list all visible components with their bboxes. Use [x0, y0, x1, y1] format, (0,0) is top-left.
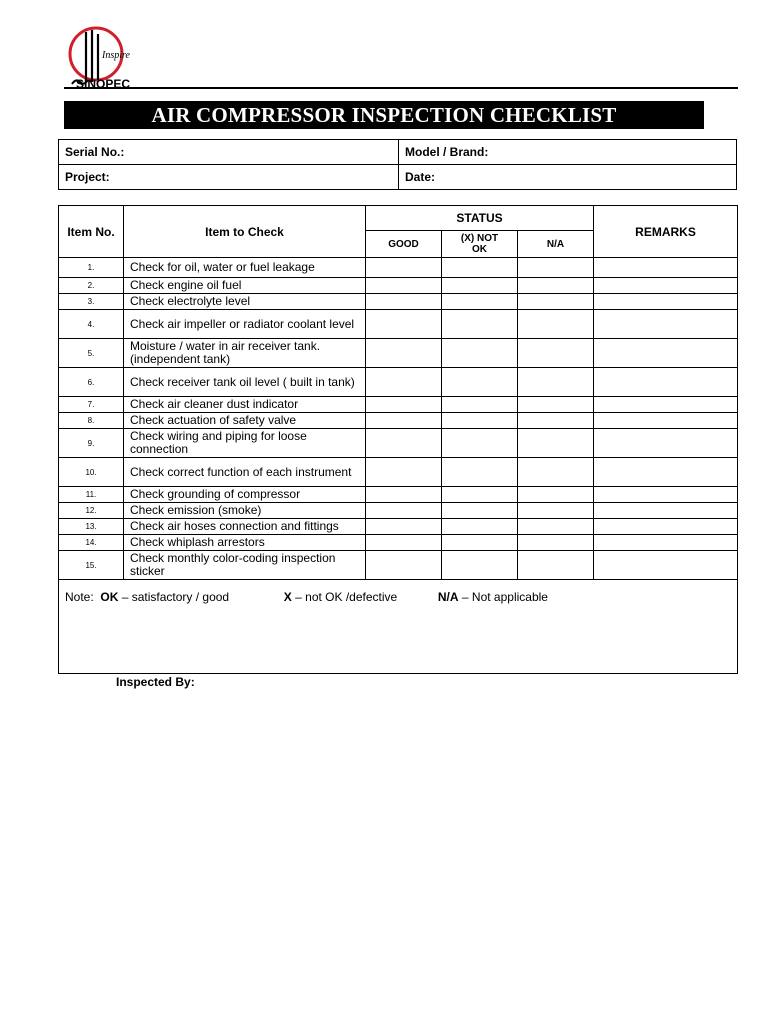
remarks-cell[interactable]	[594, 429, 738, 458]
na-cell[interactable]	[518, 310, 594, 339]
note-row	[59, 580, 738, 674]
good-cell[interactable]	[366, 413, 442, 429]
table-row	[59, 413, 738, 429]
remarks-cell[interactable]	[594, 397, 738, 413]
na-cell[interactable]	[518, 551, 594, 580]
remarks-cell[interactable]	[594, 339, 738, 368]
remarks-cell[interactable]	[594, 487, 738, 503]
na-cell[interactable]	[518, 413, 594, 429]
na-cell[interactable]	[518, 339, 594, 368]
model-field[interactable]: Model / Brand:	[399, 140, 737, 165]
item-number: 9.	[59, 429, 124, 458]
table-row	[59, 487, 738, 503]
project-field[interactable]: Project:	[59, 165, 399, 190]
note-prefix: Note:	[65, 590, 94, 604]
not-ok-cell[interactable]	[442, 413, 518, 429]
item-text: Check air cleaner dust indicator	[124, 397, 366, 413]
sinopec-logo	[64, 22, 144, 92]
item-number: 15.	[59, 551, 124, 580]
table-row	[59, 429, 738, 458]
item-text: Check air impeller or radiator coolant level	[124, 310, 366, 339]
na-cell[interactable]	[518, 397, 594, 413]
not-ok-cell[interactable]	[442, 294, 518, 310]
serial-field[interactable]: Serial No.:	[59, 140, 399, 165]
header-item-no: Item No.	[59, 206, 124, 258]
remarks-cell[interactable]	[594, 519, 738, 535]
header-na: N/A	[518, 231, 594, 258]
item-text: Check correct function of each instrument	[124, 458, 366, 487]
not-ok-cell[interactable]	[442, 258, 518, 278]
header-status: STATUS	[366, 206, 594, 231]
item-text: Check actuation of safety valve	[124, 413, 366, 429]
not-ok-cell[interactable]	[442, 458, 518, 487]
remarks-cell[interactable]	[594, 535, 738, 551]
good-cell[interactable]	[366, 458, 442, 487]
remarks-cell[interactable]	[594, 368, 738, 397]
good-cell[interactable]	[366, 397, 442, 413]
na-cell[interactable]	[518, 278, 594, 294]
checklist-table	[58, 205, 738, 674]
good-cell[interactable]	[366, 368, 442, 397]
remarks-cell[interactable]	[594, 413, 738, 429]
item-number: 3.	[59, 294, 124, 310]
good-cell[interactable]	[366, 429, 442, 458]
na-cell[interactable]	[518, 535, 594, 551]
not-ok-cell[interactable]	[442, 487, 518, 503]
item-number: 2.	[59, 278, 124, 294]
not-ok-cell[interactable]	[442, 397, 518, 413]
good-cell[interactable]	[366, 294, 442, 310]
item-number: 10.	[59, 458, 124, 487]
table-row	[59, 458, 738, 487]
not-ok-cell[interactable]	[442, 368, 518, 397]
item-number: 7.	[59, 397, 124, 413]
item-text: Check engine oil fuel	[124, 278, 366, 294]
item-number: 6.	[59, 368, 124, 397]
item-text: Check grounding of compressor	[124, 487, 366, 503]
not-ok-cell[interactable]	[442, 339, 518, 368]
not-ok-cell[interactable]	[442, 278, 518, 294]
item-number: 8.	[59, 413, 124, 429]
note-box	[59, 580, 738, 674]
note-ok-key: OK	[100, 590, 119, 604]
not-ok-cell[interactable]	[442, 429, 518, 458]
good-cell[interactable]	[366, 487, 442, 503]
table-row	[59, 258, 738, 278]
good-cell[interactable]	[366, 339, 442, 368]
svg-text:SINOPEC: SINOPEC	[76, 77, 131, 91]
remarks-cell[interactable]	[594, 278, 738, 294]
remarks-cell[interactable]	[594, 551, 738, 580]
item-number: 11.	[59, 487, 124, 503]
info-row	[59, 165, 737, 190]
item-number: 12.	[59, 503, 124, 519]
not-ok-cell[interactable]	[442, 519, 518, 535]
item-text: Check electrolyte level	[124, 294, 366, 310]
not-ok-cell[interactable]	[442, 551, 518, 580]
remarks-cell[interactable]	[594, 258, 738, 278]
table-row	[59, 278, 738, 294]
na-cell[interactable]	[518, 368, 594, 397]
na-cell[interactable]	[518, 429, 594, 458]
item-number: 14.	[59, 535, 124, 551]
item-text: Moisture / water in air receiver tank. (independent tank)	[124, 339, 366, 368]
svg-text:Inspire: Inspire	[102, 50, 130, 61]
note-na-key: N/A	[437, 590, 459, 604]
good-cell[interactable]	[366, 258, 442, 278]
good-cell[interactable]	[366, 551, 442, 580]
date-field[interactable]: Date:	[399, 165, 737, 190]
item-text: Check whiplash arrestors	[124, 535, 366, 551]
item-text: Check wiring and piping for loose connection	[124, 429, 366, 458]
item-text: Check receiver tank oil level ( built in tank)	[124, 368, 366, 397]
good-cell[interactable]	[366, 310, 442, 339]
not-ok-cell[interactable]	[442, 310, 518, 339]
not-ok-cell[interactable]	[442, 503, 518, 519]
item-text: Check emission (smoke)	[124, 503, 366, 519]
header-item-to-check: Item to Check	[124, 206, 366, 258]
remarks-cell[interactable]	[594, 458, 738, 487]
na-cell[interactable]	[518, 519, 594, 535]
na-cell[interactable]	[518, 294, 594, 310]
good-cell[interactable]	[366, 519, 442, 535]
item-number: 13.	[59, 519, 124, 535]
good-cell[interactable]	[366, 278, 442, 294]
na-cell[interactable]	[518, 458, 594, 487]
item-number: 4.	[59, 310, 124, 339]
header-remarks: REMARKS	[594, 206, 738, 258]
info-row	[59, 140, 737, 165]
header-rule	[64, 87, 738, 89]
table-row	[59, 551, 738, 580]
good-cell[interactable]	[366, 503, 442, 519]
inspected-by-label: Inspected By:	[116, 675, 195, 689]
item-number: 1.	[59, 258, 124, 278]
table-row	[59, 310, 738, 339]
item-text: Check monthly color-coding inspection sticker	[124, 551, 366, 580]
na-cell[interactable]	[518, 487, 594, 503]
note-x-key: X	[283, 590, 292, 604]
na-cell[interactable]	[518, 503, 594, 519]
table-row	[59, 519, 738, 535]
header-good: GOOD	[366, 231, 442, 258]
remarks-cell[interactable]	[594, 294, 738, 310]
table-row	[59, 368, 738, 397]
page-title: AIR COMPRESSOR INSPECTION CHECKLIST	[64, 101, 704, 129]
item-text: Check air hoses connection and fittings	[124, 519, 366, 535]
item-text: Check for oil, water or fuel leakage	[124, 258, 366, 278]
header-not-ok: (X) NOT OK	[442, 231, 518, 258]
table-row	[59, 535, 738, 551]
note-x-text: – not OK /defective	[295, 590, 398, 604]
info-table	[58, 139, 737, 190]
item-number: 5.	[59, 339, 124, 368]
table-row	[59, 294, 738, 310]
table-row	[59, 503, 738, 519]
table-row	[59, 397, 738, 413]
good-cell[interactable]	[366, 535, 442, 551]
note-ok-text: – satisfactory / good	[121, 590, 230, 604]
na-cell[interactable]	[518, 258, 594, 278]
table-row	[59, 339, 738, 368]
not-ok-cell[interactable]	[442, 535, 518, 551]
note-na-text: – Not applicable	[461, 590, 548, 604]
remarks-cell[interactable]	[594, 310, 738, 339]
remarks-cell[interactable]	[594, 503, 738, 519]
